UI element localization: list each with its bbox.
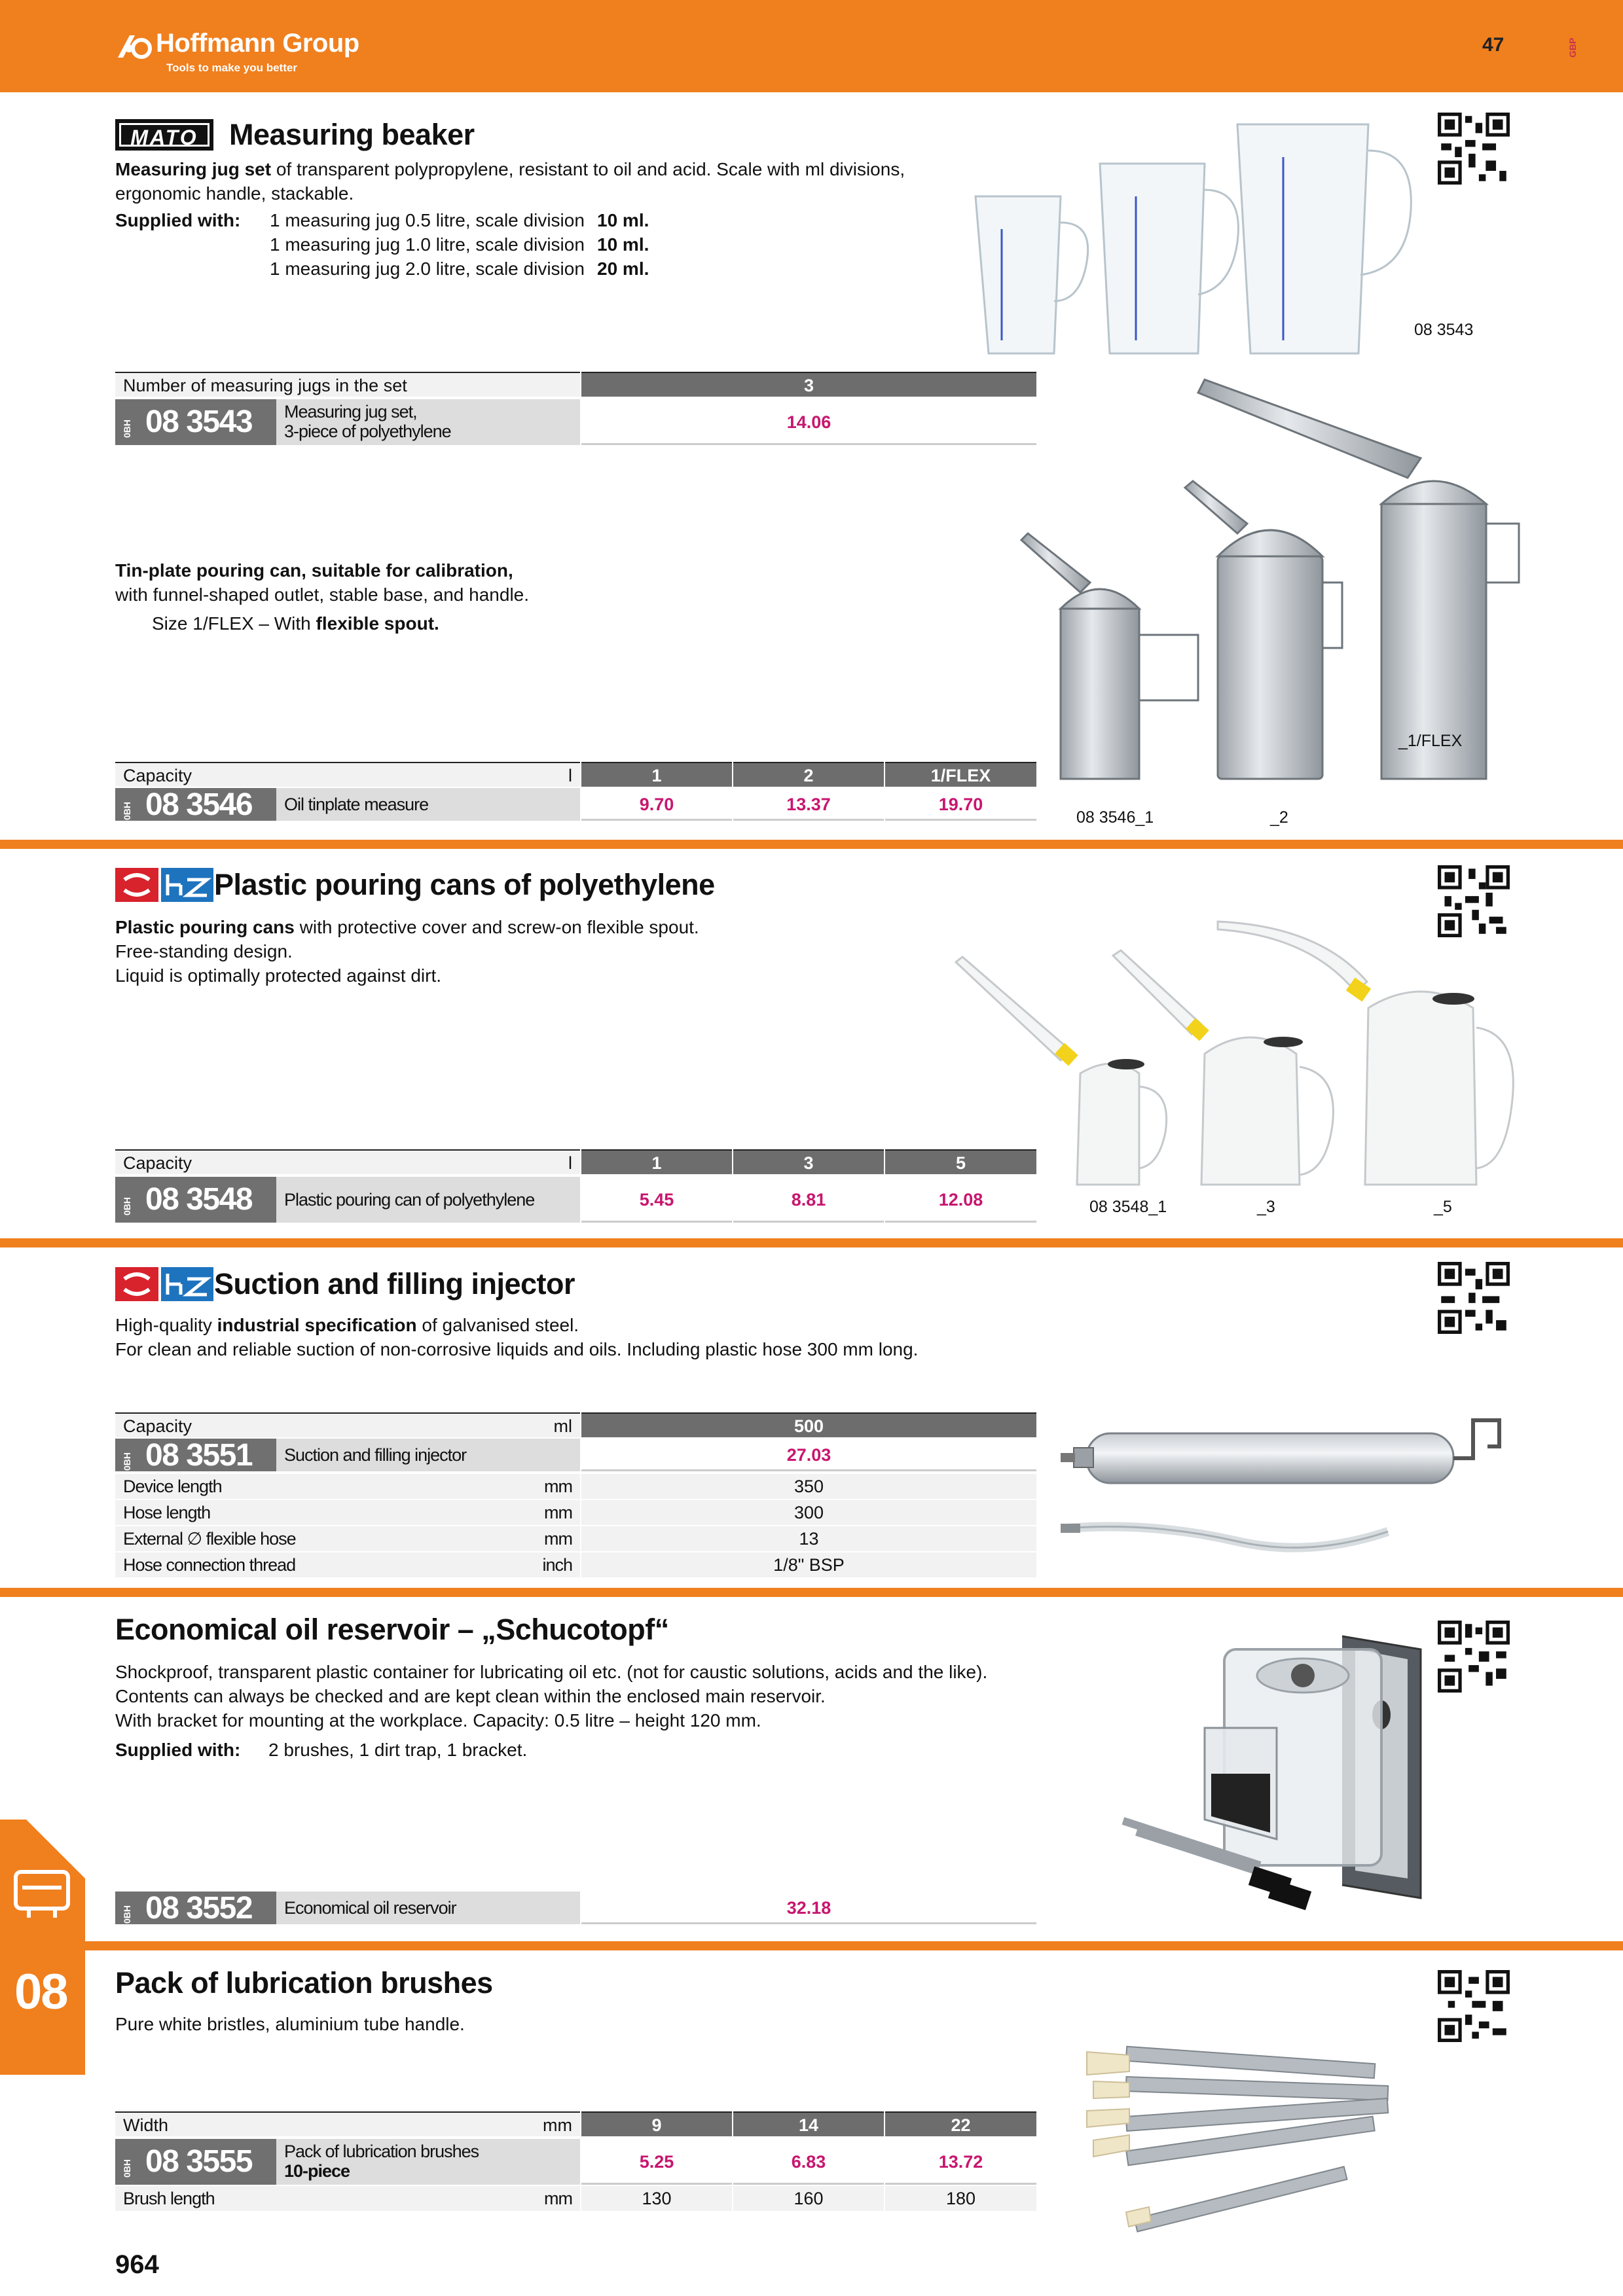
spec-row-label: Hose connection thread inch [115, 1552, 580, 1577]
plastic-desc-line1: Plastic pouring cans with protective cover and screw-on flexible spout. [115, 917, 699, 937]
price-cell[interactable]: 32.18 [581, 1892, 1036, 1924]
section-title-plastic: Plastic pouring cans of polyethylene [214, 868, 715, 901]
article-number-cell[interactable]: 0BH 08 3548 [115, 1177, 276, 1223]
plastic-header-1: 1 [581, 1149, 732, 1174]
lubrication-brushes-image [1074, 2036, 1440, 2238]
price-cell[interactable]: 5.45 [581, 1177, 732, 1223]
brand-name: Hoffmann Group [156, 29, 359, 58]
beaker-supplied-2: 1 measuring jug 1.0 litre, scale division [270, 234, 585, 255]
reservoir-desc-line1: Shockproof, transparent plastic container for lubricating oil etc. (not for caustic solutions, acids and the like). [115, 1662, 988, 1682]
injector-header-value: 500 [581, 1412, 1036, 1437]
logo-mark-icon [115, 31, 153, 60]
tinplate-desc-line3: Size 1/FLEX – With flexible spout. [152, 613, 439, 634]
article-number-cell[interactable]: 0BH 08 3546 [115, 788, 276, 821]
plastic-desc-line2: Free-standing design. [115, 941, 293, 961]
article-number-cell[interactable]: 0BH 08 3543 [115, 399, 276, 445]
chapter-number: 08 [14, 1964, 67, 2020]
article-number: 08 3543 [145, 404, 253, 439]
price-cell[interactable]: 13.72 [885, 2139, 1036, 2185]
oil-reservoir-image [1106, 1623, 1447, 1924]
price-cell[interactable]: 14.06 [581, 399, 1036, 445]
beaker-image-caption: 08 3543 [1414, 321, 1474, 339]
reservoir-desc-line2: Contents can always be checked and are kept clean within the enclosed main reservoir. [115, 1686, 826, 1706]
plastic-item-description: Plastic pouring can of polyethylene [276, 1177, 580, 1223]
tinplate-caption-2: _2 [1270, 808, 1288, 827]
chapter-side-tab[interactable] [0, 1820, 85, 2075]
beaker-supplied-label: Supplied with: [115, 210, 241, 230]
article-number: 08 3555 [145, 2144, 253, 2179]
spec-row-value: 1/8" BSP [581, 1552, 1036, 1577]
section-separator [0, 1238, 1623, 1247]
beaker-desc-line1 [115, 157, 905, 181]
tinplate-desc-bold: Tin-plate pouring can, suitable for calibration, [115, 560, 513, 581]
article-number: 08 3552 [145, 1891, 253, 1926]
price-cell[interactable]: 19.70 [885, 788, 1036, 821]
reservoir-supplied: 2 brushes, 1 dirt trap, 1 bracket. [268, 1740, 528, 1760]
tinplate-header-2: 2 [733, 762, 884, 787]
page-number-top: 47 [1482, 34, 1504, 56]
price-cell[interactable]: 27.03 [581, 1439, 1036, 1471]
brushes-header-2: 14 [733, 2111, 884, 2136]
beaker-supplied-3-value: 20 ml. [597, 259, 649, 279]
mato-brand-badge: MATO [115, 119, 213, 151]
price-cell[interactable]: 12.08 [885, 1177, 1036, 1223]
spec-row-value: 300 [581, 1500, 1036, 1525]
section-separator [0, 1588, 1623, 1597]
plastic-header-3: 5 [885, 1149, 1036, 1174]
beaker-supplied-1-value: 10 ml. [597, 210, 649, 230]
price-cell[interactable]: 9.70 [581, 788, 732, 821]
price-cell[interactable]: 13.37 [733, 788, 884, 821]
section-separator [0, 840, 1623, 849]
suction-injector-image [1048, 1407, 1519, 1564]
tinplate-header-3: 1/FLEX [885, 762, 1036, 787]
article-number: 08 3548 [145, 1182, 253, 1217]
brand-logo [115, 29, 390, 81]
qr-code-icon[interactable] [1438, 1262, 1510, 1334]
beaker-table-header-label: Number of measuring jugs in the set [115, 372, 580, 397]
plastic-caption-3: _3 [1257, 1198, 1275, 1216]
article-number: 08 3546 [145, 787, 253, 822]
section-title-reservoir: Economical oil reservoir – „Schucotopf“ [115, 1613, 669, 1646]
beaker-item-description: Measuring jug set, 3-piece of polyethylene [276, 399, 580, 445]
beaker-supplied-1: 1 measuring jug 0.5 litre, scale division [270, 210, 585, 230]
price-cell[interactable]: 6.83 [733, 2139, 884, 2185]
section-title-brushes: Pack of lubrication brushes [115, 1966, 493, 2000]
plastic-header-2: 3 [733, 1149, 884, 1174]
article-number-cell[interactable]: 0BH 08 3551 [115, 1439, 276, 1471]
brushes-header-1: 9 [581, 2111, 732, 2136]
price-cell[interactable]: 8.81 [733, 1177, 884, 1223]
beaker-table-header-value: 3 [581, 372, 1036, 397]
spec-row-label: Brush length mm [115, 2186, 580, 2211]
beaker-supplied-3: 1 measuring jug 2.0 litre, scale division [270, 259, 585, 279]
brushes-header-3: 22 [885, 2111, 1036, 2136]
tinplate-caption-flex: _1/FLEX [1398, 732, 1463, 750]
section-title-injector: Suction and filling injector [214, 1267, 575, 1300]
plastic-caption-5: _5 [1434, 1198, 1452, 1216]
spec-row-value: 130 [581, 2186, 732, 2211]
injector-item-description: Suction and filling injector [276, 1439, 580, 1471]
tinplate-header-1: 1 [581, 762, 732, 787]
brushes-desc: Pure white bristles, aluminium tube handle. [115, 2014, 465, 2034]
brand-badge-icon [115, 868, 213, 902]
brand-tagline: Tools to make you better [166, 62, 297, 74]
beaker-desc-rest: of transparent polypropylene, resistant to oil and acid. Scale with ml divisions, [271, 159, 905, 179]
qr-code-icon[interactable] [1438, 113, 1510, 185]
beaker-supplied-2-value: 10 ml. [597, 234, 649, 255]
spec-row-label: Hose length mm [115, 1500, 580, 1525]
plastic-desc-line3: Liquid is optimally protected against dirt. [115, 965, 442, 986]
article-number: 08 3551 [145, 1438, 253, 1473]
spec-row-value: 160 [733, 2186, 884, 2211]
section-title-beaker: Measuring beaker [229, 118, 475, 151]
injector-desc-line2: For clean and reliable suction of non-corrosive liquids and oils. Including plastic hose 300 mm long. [115, 1339, 919, 1359]
spec-row-label: Device length mm [115, 1474, 580, 1499]
price-cell[interactable]: 5.25 [581, 2139, 732, 2185]
reservoir-desc-line3: With bracket for mounting at the workplace. Capacity: 0.5 litre – height 120 mm. [115, 1710, 761, 1731]
page-number-bottom: 964 [115, 2250, 159, 2279]
plastic-caption-1: 08 3548_1 [1089, 1198, 1167, 1216]
spec-row-value: 350 [581, 1474, 1036, 1499]
plastic-table-header-label: Capacity l [115, 1149, 580, 1174]
injector-table-header-label: Capacity ml [115, 1412, 580, 1437]
tinplate-caption-1: 08 3546_1 [1076, 808, 1154, 827]
article-number-cell[interactable]: 0BH 08 3555 [115, 2139, 276, 2185]
qr-code-icon[interactable] [1438, 1621, 1510, 1693]
brushes-table-header-label: Width mm [115, 2111, 580, 2136]
brand-badge-icon [115, 1267, 213, 1301]
brushes-item-description: Pack of lubrication brushes 10-piece [276, 2139, 580, 2185]
beaker-desc-bold: Measuring jug set [115, 159, 272, 179]
reservoir-supplied-label: Supplied with: [115, 1740, 241, 1760]
measuring-jugs-image [962, 111, 1434, 360]
article-number-cell[interactable]: 0BH 08 3552 [115, 1892, 276, 1924]
tinplate-desc-line2: with funnel-shaped outlet, stable base, and handle. [115, 584, 530, 605]
qr-code-icon[interactable] [1438, 1970, 1510, 2042]
tinplate-item-description: Oil tinplate measure [276, 788, 580, 821]
section-separator [0, 1941, 1623, 1950]
injector-desc-line1: High-quality industrial specification of galvanised steel. [115, 1315, 579, 1335]
beaker-desc-line2: ergonomic handle, stackable. [115, 183, 354, 204]
spec-row-value: 13 [581, 1526, 1036, 1551]
currency-label: GBP [1567, 37, 1578, 58]
tinplate-table-header-label: Capacity l [115, 762, 580, 787]
reservoir-item-description: Economical oil reservoir [276, 1892, 580, 1924]
spec-row-value: 180 [885, 2186, 1036, 2211]
spec-row-label: External ∅ flexible hose mm [115, 1526, 580, 1551]
